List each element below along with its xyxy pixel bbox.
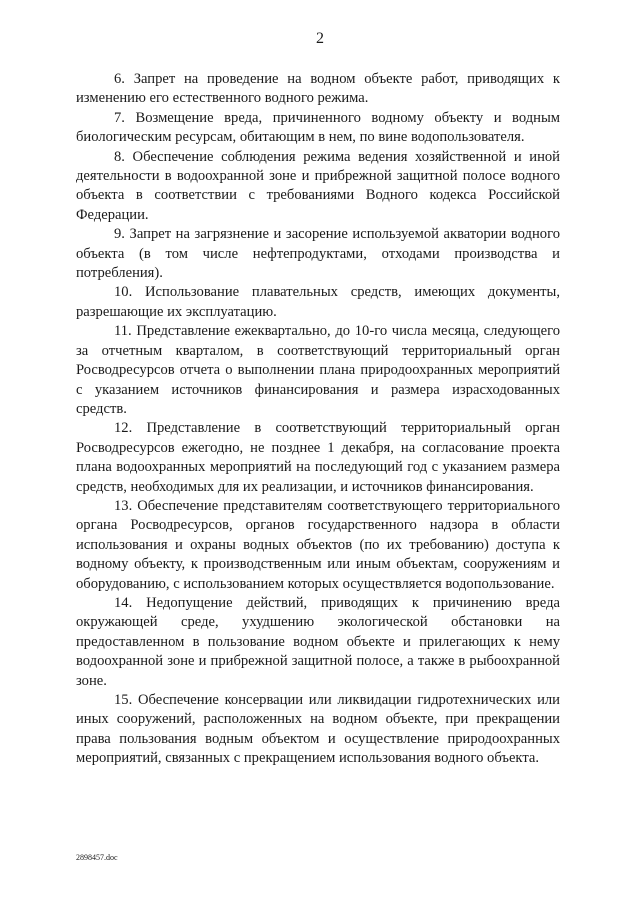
paragraph-item-13: 13. Обеспечение представителям соответствующего территориального органа Росводресурсов, органов государственного надзора в области использования и охраны водных объектов (по их требованию) доступа к водному объекту, к производственным или иным объектам, сооружениям и оборудованию, с использованием которых осуществляется водопользование. [76, 497, 560, 592]
paragraph-item-6: 6. Запрет на проведение на водном объекте работ, приводящих к изменению его естественного водного режима. [76, 71, 560, 107]
paragraph-item-12: 12. Представление в соответствующий территориальный орган Росводресурсов ежегодно, не позднее 1 декабря, на согласование проекта плана водоохранных мероприятий на последующий год с указанием размера средств, необходимых для их реализации, и источников финансирования. [76, 420, 560, 495]
document-file-code: 2898457.doc [76, 853, 118, 862]
page-number: 2 [316, 30, 324, 47]
paragraph-item-10: 10. Использование плавательных средств, имеющих документы, разрешающие их эксплуатацию. [76, 284, 560, 320]
paragraph-item-7: 7. Возмещение вреда, причиненного водному объекту и водным биологическим ресурсам, обитающим в нем, по вине водопользователя. [76, 109, 560, 146]
paragraph-item-8: 8. Обеспечение соблюдения режима ведения хозяйственной и иной деятельности в водоохранной зоне и прибрежной защитной полосе водного объекта в соответствии с требованиями Водного кодекса Российской Федерации. [76, 148, 560, 223]
document-body [76, 70, 560, 769]
paragraph-item-11: 11. Представление ежеквартально, до 10-го числа месяца, следующего за отчетным кварталом, в соответствующий территориальный орган Росводресурсов отчета о выполнении плана природоохранных мероприятий с указанием источников финансирования и размера израсходованных средств. [76, 323, 560, 417]
paragraph-item-9: 9. Запрет на загрязнение и засорение используемой акватории водного объекта (в том числе нефтепродуктами, отходами производства и потребления). [76, 226, 560, 282]
paragraph-item-15: 15. Обеспечение консервации или ликвидации гидротехнических или иных сооружений, расположенных на водном объекте, при прекращении права пользования водным объектом и осуществление природоохранных мероприятий, связанных с прекращением использования водного объекта. [76, 692, 560, 767]
paragraph-item-14: 14. Недопущение действий, приводящих к причинению вреда окружающей среде, ухудшению экологической обстановки на предоставленном в пользование водном объекте и прилегающих к нему водоохранной зоне и прибрежной защитной полосе, а также в рыбоохранной зоне. [76, 594, 560, 689]
